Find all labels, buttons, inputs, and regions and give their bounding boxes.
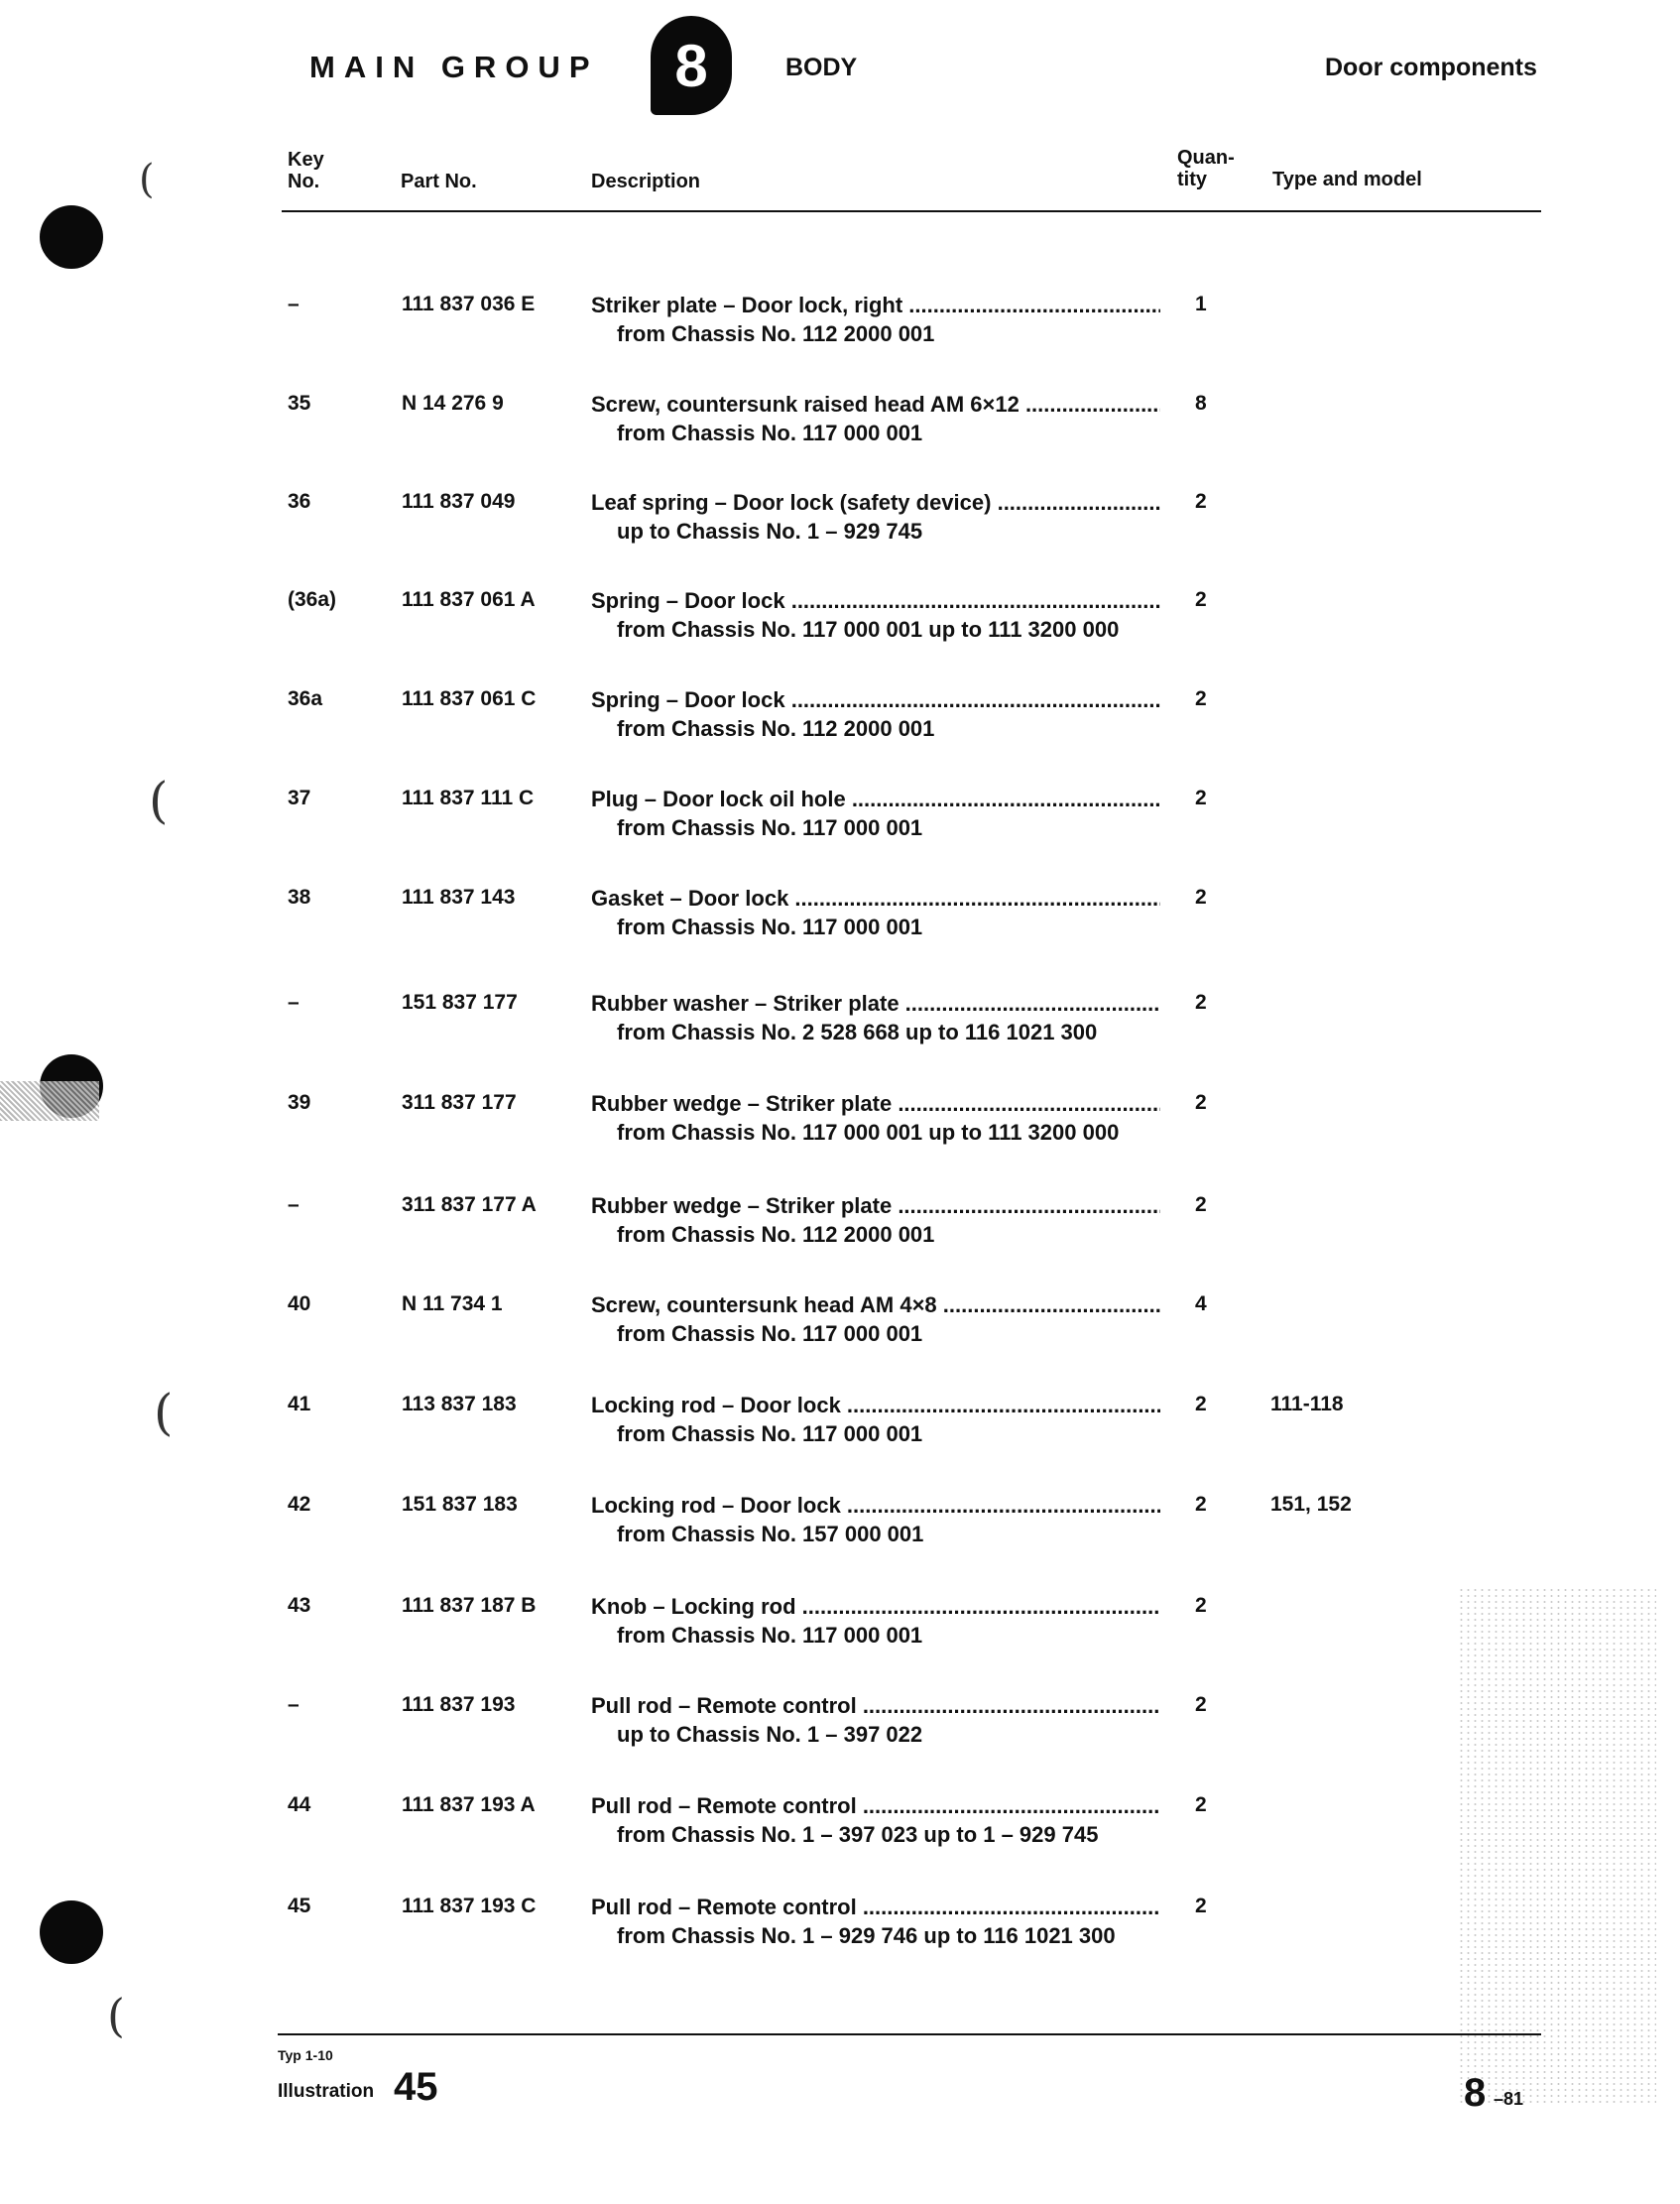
description: Knob – Locking rod ..... (591, 1594, 1160, 1620)
description: Pull rod – Remote control ..... (591, 1895, 1160, 1920)
margin-bracket-mark: ( (107, 1989, 125, 2042)
key-no: 36 (288, 490, 311, 513)
quantity: 2 (1195, 1594, 1207, 1617)
description: Pull rod – Remote control ..... (591, 1793, 1160, 1819)
description: Pull rod – Remote control ..... (591, 1693, 1160, 1719)
key-no: 36a (288, 687, 323, 710)
part-no: 113 837 183 (402, 1393, 517, 1415)
part-no: 111 837 187 B (402, 1594, 537, 1617)
description: Screw, countersunk head AM 4×8 ..... (591, 1292, 1160, 1318)
description: Spring – Door lock ..... (591, 687, 1160, 713)
quantity: 4 (1195, 1292, 1207, 1315)
quantity: 2 (1195, 1091, 1207, 1114)
table-row (0, 1193, 1680, 1263)
quantity: 2 (1195, 787, 1207, 809)
table-row (0, 392, 1680, 461)
table-row (0, 1493, 1680, 1562)
description: Gasket – Door lock ..... (591, 886, 1160, 912)
quantity: 2 (1195, 886, 1207, 909)
table-row (0, 490, 1680, 559)
description: Leaf spring – Door lock (safety device) ..... (591, 490, 1160, 516)
description-note: from Chassis No. 112 2000 001 (617, 321, 935, 346)
part-no: 311 837 177 (402, 1091, 517, 1114)
table-row (0, 787, 1680, 856)
part-no: 111 837 036 E (402, 293, 536, 315)
margin-bracket-mark: ( (139, 157, 155, 202)
table-row (0, 293, 1680, 362)
description: Rubber washer – Striker plate ..... (591, 991, 1160, 1017)
table-row (0, 687, 1680, 757)
quantity: 2 (1195, 1493, 1207, 1516)
illustration-number: 45 (394, 2065, 438, 2109)
description: Plug – Door lock oil hole ..... (591, 787, 1160, 812)
table-row (0, 1292, 1680, 1362)
column-header-part-no: Part No. (401, 171, 477, 192)
part-no: 111 837 061 A (402, 588, 536, 611)
key-no: – (288, 991, 300, 1014)
description-note: from Chassis No. 117 000 001 (617, 1421, 923, 1446)
part-no: N 11 734 1 (402, 1292, 503, 1315)
key-no: 35 (288, 392, 311, 415)
table-row (0, 1693, 1680, 1763)
description-note: from Chassis No. 117 000 001 (617, 1321, 923, 1346)
table-row (0, 1594, 1680, 1663)
description: Locking rod – Door lock ..... (591, 1393, 1160, 1418)
quantity: 2 (1195, 1895, 1207, 1917)
description-note: from Chassis No. 1 – 397 023 up to 1 – 929 745 (617, 1822, 1099, 1847)
description: Spring – Door lock ..... (591, 588, 1160, 614)
key-no: 40 (288, 1292, 311, 1315)
table-row (0, 1793, 1680, 1863)
key-no: 45 (288, 1895, 311, 1917)
description-note: from Chassis No. 157 000 001 (617, 1522, 924, 1546)
quantity: 8 (1195, 392, 1207, 415)
main-group-label: MAIN GROUP (309, 50, 599, 84)
description-note: from Chassis No. 117 000 001 (617, 915, 923, 939)
quantity: 2 (1195, 1693, 1207, 1716)
quantity: 1 (1195, 293, 1207, 315)
part-no: 151 837 177 (402, 991, 518, 1014)
part-no: 111 837 061 C (402, 687, 537, 710)
binder-hole-top (40, 205, 103, 269)
column-header-description: Description (591, 171, 701, 192)
part-no: 151 837 183 (402, 1493, 518, 1516)
group-number-badge (651, 16, 732, 115)
header-rule (282, 210, 1541, 212)
quantity: 2 (1195, 991, 1207, 1014)
description-note: from Chassis No. 112 2000 001 (617, 716, 935, 741)
part-no: 111 837 111 C (402, 787, 535, 809)
part-no: N 14 276 9 (402, 392, 504, 415)
footer-rule (278, 2033, 1541, 2035)
part-no: 111 837 193 C (402, 1895, 537, 1917)
table-row (0, 1393, 1680, 1462)
part-no: 111 837 143 (402, 886, 516, 909)
margin-bracket-mark: ( (154, 1384, 174, 1441)
key-no: 37 (288, 787, 311, 809)
key-no: – (288, 293, 300, 315)
description: Rubber wedge – Striker plate ..... (591, 1193, 1160, 1219)
key-no: 42 (288, 1493, 311, 1516)
table-row (0, 588, 1680, 658)
column-header-quantity: Quan- tity (1177, 147, 1235, 190)
part-no: 111 837 193 A (402, 1793, 536, 1816)
key-no: 39 (288, 1091, 311, 1114)
section-title: Door components (1325, 54, 1537, 81)
margin-bracket-mark: ( (149, 772, 169, 829)
table-row (0, 886, 1680, 955)
column-header-type-model: Type and model (1272, 169, 1422, 190)
description: Striker plate – Door lock, right ..... (591, 293, 1160, 318)
key-no: 38 (288, 886, 311, 909)
page-number-main: 8 (1464, 2071, 1487, 2115)
quantity: 2 (1195, 1193, 1207, 1216)
key-no: – (288, 1193, 300, 1216)
description-note: from Chassis No. 112 2000 001 (617, 1222, 935, 1247)
illustration-label: Illustration (278, 2081, 375, 2102)
description-note: from Chassis No. 117 000 001 (617, 815, 923, 840)
part-no: 311 837 177 A (402, 1193, 537, 1216)
description-note: from Chassis No. 1 – 929 746 up to 116 1021 300 (617, 1923, 1116, 1948)
description-note: from Chassis No. 117 000 001 (617, 421, 923, 445)
group-name: BODY (785, 54, 858, 81)
quantity: 2 (1195, 687, 1207, 710)
key-no: – (288, 1693, 300, 1716)
description: Locking rod – Door lock ..... (591, 1493, 1160, 1519)
quantity: 2 (1195, 588, 1207, 611)
group-number: 8 (674, 32, 708, 99)
quantity: 2 (1195, 1793, 1207, 1816)
description: Rubber wedge – Striker plate ..... (591, 1091, 1160, 1117)
description-note: from Chassis No. 2 528 668 up to 116 1021 300 (617, 1020, 1098, 1044)
table-row (0, 1091, 1680, 1161)
table-row (0, 991, 1680, 1060)
description: Screw, countersunk raised head AM 6×12 ..... (591, 392, 1160, 418)
quantity: 2 (1195, 1393, 1207, 1415)
key-no: 44 (288, 1793, 311, 1816)
table-row (0, 1895, 1680, 1964)
page-number-sub: –81 (1494, 2089, 1524, 2109)
part-no: 111 837 049 (402, 490, 516, 513)
part-no: 111 837 193 (402, 1693, 516, 1716)
key-no: 43 (288, 1594, 311, 1617)
description-note: up to Chassis No. 1 – 397 022 (617, 1722, 923, 1747)
description-note: from Chassis No. 117 000 001 up to 111 3200 000 (617, 1120, 1120, 1145)
type-model: 111-118 (1270, 1393, 1344, 1415)
description-note: from Chassis No. 117 000 001 (617, 1623, 923, 1648)
type-reference: Typ 1-10 (278, 2047, 333, 2063)
description-note: up to Chassis No. 1 – 929 745 (617, 519, 923, 544)
description-note: from Chassis No. 117 000 001 up to 111 3200 000 (617, 617, 1120, 642)
key-no: 41 (288, 1393, 311, 1415)
type-model: 151, 152 (1270, 1493, 1352, 1516)
quantity: 2 (1195, 490, 1207, 513)
column-header-key-no: Key No. (288, 149, 324, 192)
key-no: (36a) (288, 588, 337, 611)
